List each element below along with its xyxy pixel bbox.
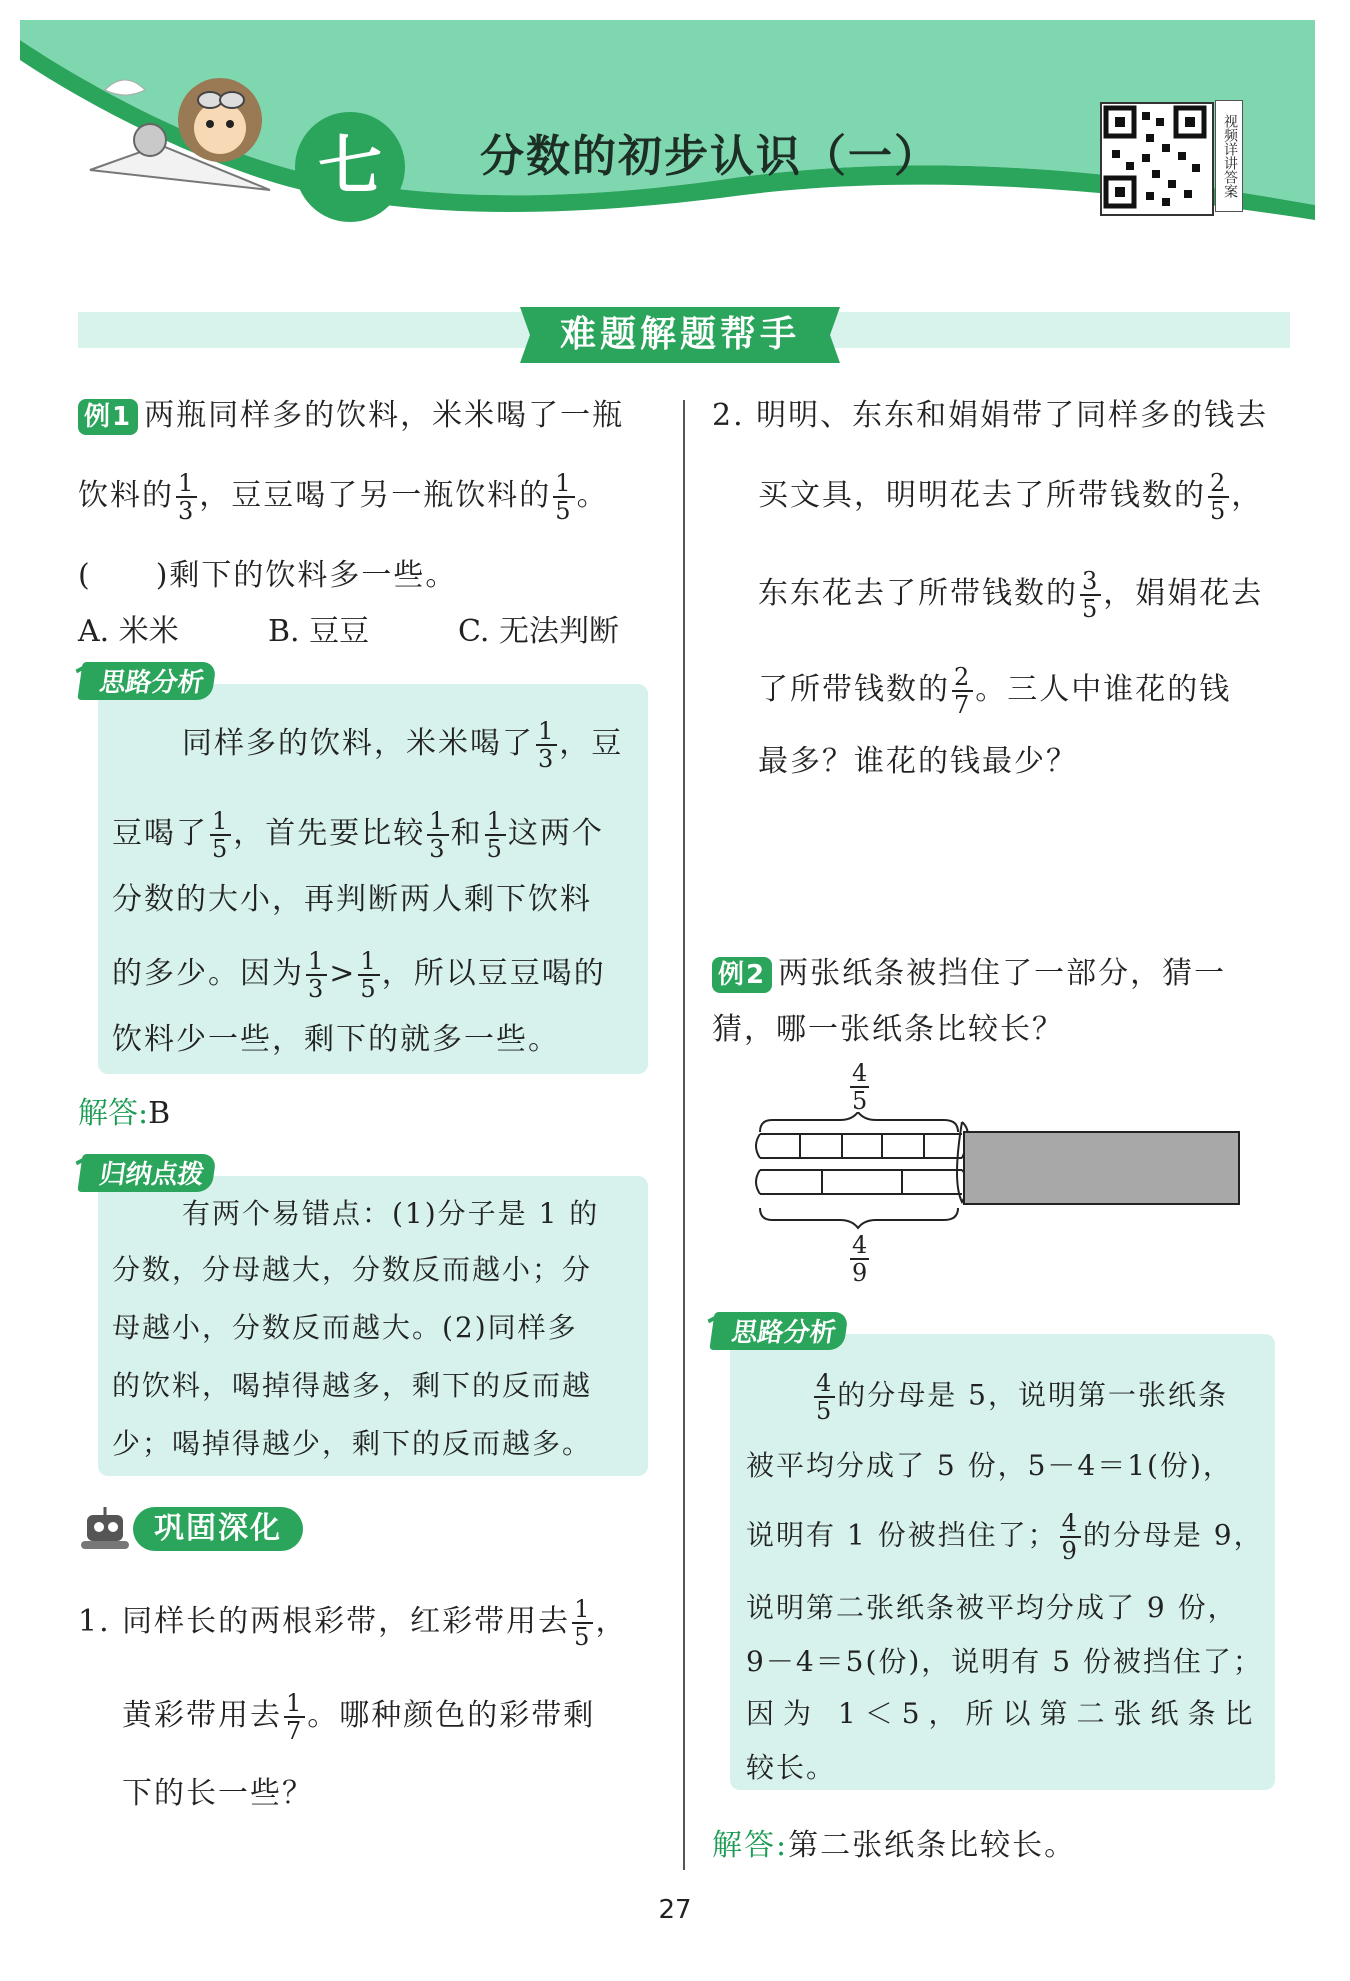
- example1-line3: ( )剩下的饮料多一些。: [78, 558, 458, 593]
- summary-line1: 有两个易错点：(1)分子是 1 的: [182, 1197, 600, 1230]
- analysis1-label: 思路分析: [77, 662, 216, 700]
- chapter-number-badge: 七: [295, 112, 405, 222]
- fraction: $\frac{4}{9}$: [1061, 1509, 1079, 1565]
- column-divider: [683, 400, 685, 1870]
- qr-pattern: [1102, 104, 1208, 210]
- fraction: $\frac{1}{3}$: [429, 807, 447, 863]
- answer2: [712, 1826, 1076, 1866]
- q2-line2: 买文具，明明花去了所带钱数的 $\frac{2}{5}$ ，: [758, 469, 1264, 525]
- summary-line2: 分数，分母越大，分数反而越小；分: [112, 1253, 593, 1286]
- consolidate-heading: [75, 1505, 282, 1553]
- section-banner: [510, 303, 850, 367]
- consolidate-label: 巩固深化: [133, 1507, 303, 1551]
- answer2-value: 第二张纸条比较长。: [788, 1828, 1077, 1863]
- analysis2-line5: 9－4＝5(份)，说明有 5 份被挡住了；: [746, 1645, 1263, 1678]
- answer1-label: 解答:: [78, 1096, 149, 1131]
- chapter-header: [20, 20, 1315, 220]
- analysis1-line4: 的多少。因为 $\frac{1}{3}$ > $\frac{1}{5}$ ，所以豆豆喝的: [112, 947, 606, 1003]
- option-c: C. 无法判断: [458, 614, 619, 649]
- fraction: $\frac{1}{3}$: [178, 469, 196, 525]
- option-a: A. 米米: [78, 614, 179, 649]
- summary-line3: 母越小，分数反而越大。(2)同样多: [112, 1311, 578, 1344]
- example2-line1: 例2 两张纸条被挡住了一部分，猜一: [712, 954, 1226, 994]
- fraction: $\frac{1}{7}$: [286, 1689, 304, 1745]
- analysis2-line7: 较长。: [746, 1751, 837, 1784]
- fraction: $\frac{1}{5}$: [486, 807, 504, 863]
- paper-strips-figure: [752, 1112, 1242, 1252]
- analysis1-line2: 豆喝了 $\frac{1}{5}$ ，首先要比较 $\frac{1}{3}$ 和 $\frac{1}{5}$ 这两个: [112, 807, 604, 863]
- summary-line5: 少；喝掉得越少，剩下的反而越多。: [112, 1427, 593, 1460]
- q1-line1: 1. 同样长的两根彩带，红彩带用去 $\frac{1}{5}$ ，: [78, 1595, 628, 1651]
- q1-line3: 下的长一些？: [122, 1776, 314, 1811]
- answer1-value: B: [148, 1096, 171, 1131]
- strip-one: [756, 1134, 962, 1158]
- section-banner-title: 难题解题帮手: [559, 314, 800, 355]
- q2-line4: 了所带钱数的 $\frac{2}{7}$ 。三人中谁花的钱: [758, 663, 1232, 719]
- analysis2-line1: $\frac{4}{5}$ 的分母是 5，说明第一张纸条: [816, 1369, 1228, 1425]
- q2-line5: 最多？谁花的钱最少？: [758, 744, 1078, 779]
- fraction: $\frac{4}{5}$: [816, 1369, 834, 1425]
- chapter-title: 分数的初步认识（一）: [480, 131, 940, 182]
- analysis1-line1: 同样多的饮料，米米喝了 $\frac{1}{3}$ ，豆: [182, 717, 624, 773]
- analysis2-line4: 说明第二张纸条被平均分成了 9 份，: [746, 1591, 1238, 1624]
- summary-label: 归纳点拨: [77, 1154, 216, 1192]
- fraction: $\frac{2}{7}$: [954, 663, 972, 719]
- fraction: $\frac{1}{5}$: [574, 1595, 592, 1651]
- robot-icon: [75, 1505, 135, 1553]
- option-b: B. 豆豆: [268, 614, 370, 649]
- fraction: $\frac{1}{3}$: [308, 947, 326, 1003]
- q2-line3: 东东花去了所带钱数的 $\frac{3}{5}$ ，娟娟花去: [758, 567, 1264, 623]
- analysis2-line6: 因为 1＜5，所以第二张纸条比: [746, 1697, 1262, 1730]
- qr-label: 视频详讲答案: [1215, 100, 1243, 212]
- example2-tag: 例2: [712, 957, 772, 993]
- fraction: $\frac{1}{3}$: [538, 717, 556, 773]
- answer2-label: 解答:: [712, 1828, 789, 1863]
- fraction: $\frac{1}{5}$: [555, 469, 573, 525]
- q1-line2: 黄彩带用去 $\frac{1}{7}$ 。哪种颜色的彩带剩: [122, 1689, 596, 1745]
- fraction: $\frac{1}{5}$: [360, 947, 378, 1003]
- q2-line1: 2. 明明、东东和娟娟带了同样多的钱去: [712, 398, 1269, 433]
- strip-top-fraction: $\frac{4}{5}$: [852, 1059, 868, 1115]
- fraction: $\frac{1}{5}$: [212, 807, 230, 863]
- example1-options: [78, 612, 658, 652]
- strip-bottom-fraction: $\frac{4}{9}$: [852, 1231, 868, 1287]
- analysis2-line3: 说明有 1 份被挡住了； $\frac{4}{9}$ 的分母是 9，: [746, 1509, 1264, 1565]
- analysis1-line3: 分数的大小，再判断两人剩下饮料: [112, 882, 592, 917]
- qr-code-icon[interactable]: [1100, 102, 1214, 216]
- analysis1-line5: 饮料少一些，剩下的就多一些。: [112, 1022, 560, 1057]
- fraction: $\frac{2}{5}$: [1210, 469, 1228, 525]
- answer1: [78, 1094, 170, 1134]
- example1-line2: 饮料的 $\frac{1}{3}$ ，豆豆喝了另一瓶饮料的 $\frac{1}{5}$ 。: [78, 469, 609, 525]
- cover-block: [964, 1132, 1239, 1204]
- analysis2-label: 思路分析: [709, 1312, 848, 1350]
- example2-line2: 猜，哪一张纸条比较长？: [712, 1012, 1064, 1047]
- page-number: 27: [658, 1895, 692, 1925]
- fraction: $\frac{3}{5}$: [1082, 567, 1100, 623]
- example1-line1: 例1 两瓶同样多的饮料，米米喝了一瓶: [78, 396, 624, 436]
- strip-two: [756, 1170, 962, 1194]
- analysis2-line2: 被平均分成了 5 份，5－4＝1(份)，: [746, 1449, 1233, 1482]
- example1-tag: 例1: [78, 399, 138, 435]
- summary-line4: 的饮料，喝掉得越多，剩下的反而越: [112, 1369, 593, 1402]
